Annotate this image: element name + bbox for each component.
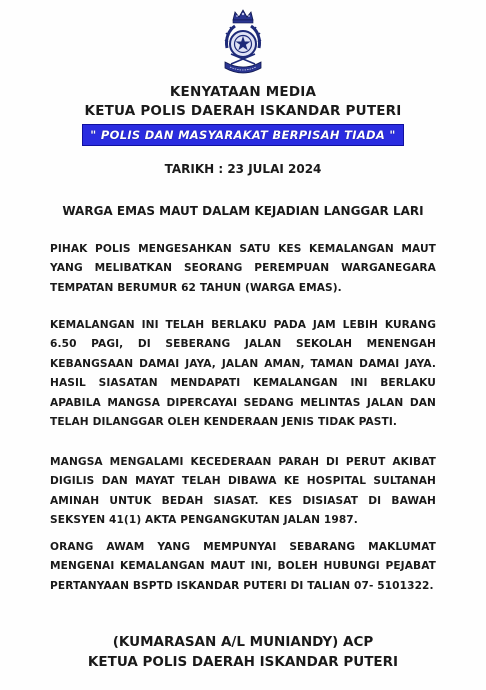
paragraph-3: MANGSA MENGALAMI KECEDERAAN PARAH DI PERUT AKIBAT DIGILIS DAN MAYAT TELAH DIBAWA KE HOSPITAL SULTANAH AMINAH UNTUK BEDAH SIASAT. KES DISIASAT DI BAWAH SEKSYEN 41(1) AKTA PENGANGKUTAN JALAN 1987. xyxy=(50,456,436,527)
signatory-name: (KUMARASAN A/L MUNIANDY) ACP xyxy=(112,634,374,650)
police-crest-icon xyxy=(221,8,265,76)
motto-banner xyxy=(82,124,404,146)
release-date: TARIKH : 23 JULAI 2024 xyxy=(164,162,322,176)
press-release-title: KENYATAAN MEDIA xyxy=(169,84,317,100)
release-subject: WARGA EMAS MAUT DALAM KEJADIAN LANGGAR LARI xyxy=(62,204,424,218)
paragraph-4: ORANG AWAM YANG MEMPUNYAI SEBARANG MAKLUMAT MENGENAI KEMALANGAN MAUT INI, BOLEH HUBUNGI PEJABAT PERTANYAAN BSPTD ISKANDAR PUTERI DI TALIAN 07- 5101322. xyxy=(50,541,436,592)
motto-text: " POLIS DAN MASYARAKAT BERPISAH TIADA " xyxy=(90,128,396,142)
issuing-office-title: KETUA POLIS DAERAH ISKANDAR PUTERI xyxy=(84,103,402,119)
signatory-title: KETUA POLIS DAERAH ISKANDAR PUTERI xyxy=(87,654,399,670)
paragraph-2: KEMALANGAN INI TELAH BERLAKU PADA JAM LEBIH KURANG 6.50 PAGI, DI SEBERANG JALAN SEKOLAH MENENGAH KEBANGSAAN DAMAI JAYA, JALAN AMAN, TAMAN DAMAI JAYA. HASIL SIASATAN MENDAPATI KEMALANGAN INI BERLAKU APABILA MANGSA DIPERCAYAI SEDANG MELINTAS JALAN DAN TELAH DILANGGAR OLEH KENDERAAN JENIS TIDAK PASTI. xyxy=(50,319,436,429)
paragraph-1: PIHAK POLIS MENGESAHKAN SATU KES KEMALANGAN MAUT YANG MELIBATKAN SEORANG PEREMPUAN WARGANEGARA TEMPATAN BERUMUR 62 TAHUN (WARGA EMAS). xyxy=(50,243,436,294)
